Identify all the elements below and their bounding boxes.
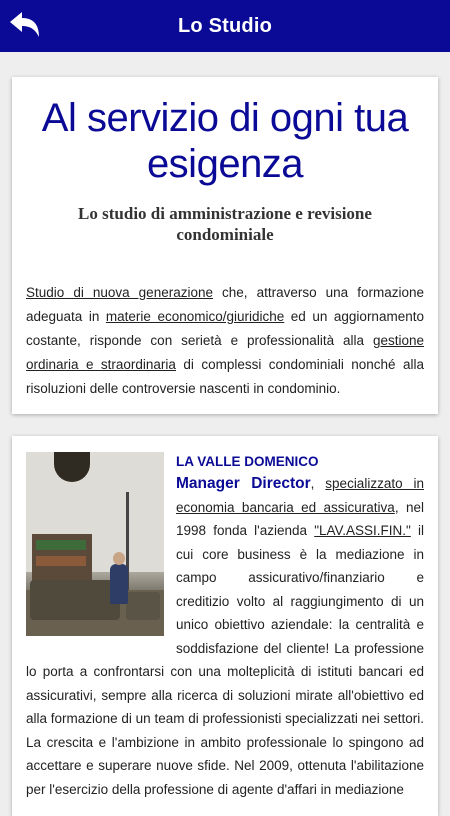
intro-subtitle: Lo studio di amministrazione e revisione condominiale <box>78 204 372 244</box>
intro-text-3: di complessi condominiali nonché alla risoluzioni delle controversie nascenti in condominio. <box>26 357 424 396</box>
bio-text-3: il cui core business è la mediazione in campo assicurativo/finanziario e creditizio volto al raggiungimento di un unico obiettivo aziendale: la centralità e soddisfazione del cliente! La professione lo porta a confrontarsi con una molteplicità di istituti bancari ed assicurativi, sempre alla ricerca di soluzioni mirate all'obiettivo ed alla formazione di un team di professionisti specializzati nei settori. La crescita e l'ambizione in ambito professionale lo spingono ad accettare e superare nuove sfide. Nel 2009, ottenuta l'abilitazione per l'esercizio della professione di agente d'affari in mediazione <box>26 523 424 797</box>
intro-text-1: che, attraverso una formazione adeguata in <box>26 285 424 324</box>
link-materie-economico-giuridiche[interactable]: materie economico/giuridiche <box>105 309 285 324</box>
page-title: Lo Studio <box>178 15 272 37</box>
bio-text-1: , <box>310 476 326 491</box>
intro-headline: Al servizio di ogni tua esigenza <box>41 96 409 186</box>
profile-role: Manager Director <box>176 475 311 492</box>
bio-text-2: , nel 1998 fonda l'azienda <box>176 499 424 538</box>
link-gestione-ordinaria[interactable]: gestione ordinaria e straordinaria <box>26 333 424 372</box>
profile-photo <box>26 452 164 636</box>
profile-name: LA VALLE DOMENICO <box>176 454 319 469</box>
link-specializzato[interactable]: specializzato in economia bancaria ed assicurativa <box>176 476 424 515</box>
intro-text-2: ed un aggiornamento costante, risponde con serietà e professionalità alla <box>26 309 424 348</box>
link-lavassifin[interactable]: "LAV.ASSI.FIN." <box>314 523 411 538</box>
intro-card <box>12 77 438 414</box>
app-header <box>0 0 450 52</box>
link-nuova-generazione[interactable]: Studio di nuova generazione <box>26 285 213 300</box>
intro-paragraph <box>26 281 424 401</box>
profile-card <box>12 436 438 816</box>
